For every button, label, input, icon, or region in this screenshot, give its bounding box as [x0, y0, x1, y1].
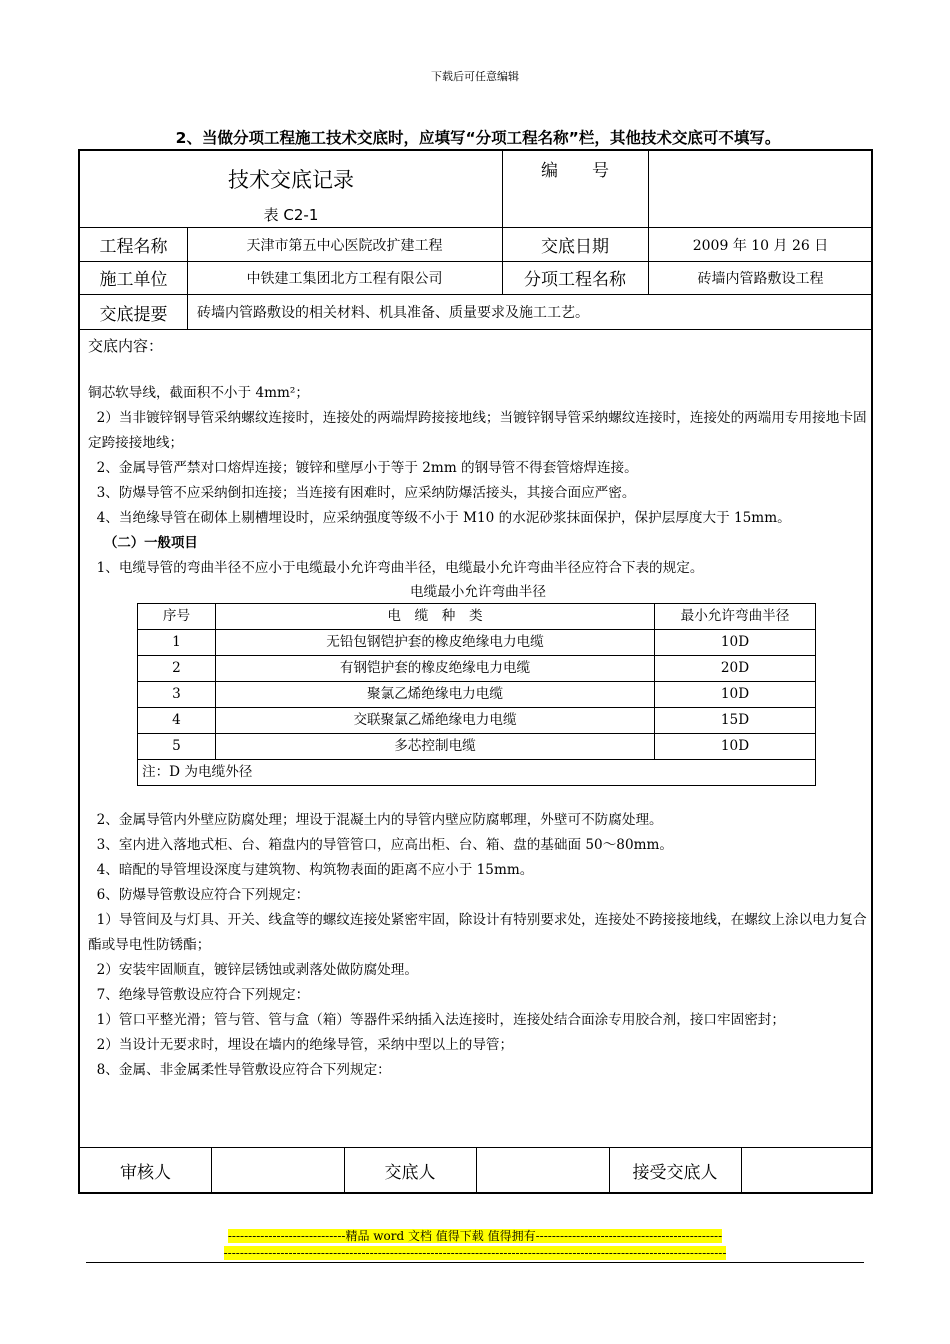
content-paragraph: 2）当设计无要求时，埋设在墙内的绝缘导管，采纳中型以上的导管； [88, 1037, 514, 1053]
table-header: 电 缆 种 类 [216, 604, 655, 630]
top-note: 2、当做分项工程施工技术交底时，应填写“分项工程名称”栏，其他技术交底可不填写。 [175, 129, 781, 147]
table-note: 注：D 为电缆外径 [138, 760, 816, 786]
content-label: 交底内容： [88, 337, 164, 355]
table-cell: 10D [655, 734, 816, 760]
footer-line-2: ---------------------------------------------------------------------------------------------------------------------------- [223, 1246, 727, 1260]
discloser-label: 交底人 [384, 1162, 436, 1183]
footer-rule [86, 1262, 864, 1263]
content-paragraph: 1）管口平整光滑；管与管、管与盒（箱）等器件采纳插入法连接时，连接处结合面涂专用胶合剂，接口牢固密封； [88, 1012, 785, 1028]
table-cell: 无铅包钢铠护套的橡皮绝缘电力电缆 [216, 630, 655, 656]
reviewer-signature-field[interactable] [211, 1148, 344, 1192]
footer-watermark [0, 1228, 950, 1262]
content-paragraph: 6、防爆导管敷设应符合下列规定： [88, 887, 310, 903]
table-header: 最小允许弯曲半径 [655, 604, 816, 630]
date-label: 交底日期 [541, 237, 609, 257]
table-row [138, 656, 816, 682]
content-paragraph: 3、防爆导管不应采纳倒扣连接；当连接有困难时，应采纳防爆活接头，其接合面应严密。 [88, 485, 636, 501]
reviewer-label: 审核人 [120, 1162, 171, 1183]
table-cell: 交联聚氯乙烯绝缘电力电缆 [216, 708, 655, 734]
content-paragraph: 2）当非镀锌钢导管采纳螺纹连接时，连接处的两端焊跨接接地线；当镀锌钢导管采纳螺纹连接时，连接处的两端用专用接地卡固定跨接接地线； [88, 410, 867, 451]
sub-project-value: 砖墙内管路敷设工程 [697, 270, 824, 287]
table-cell: 聚氯乙烯绝缘电力电缆 [216, 682, 655, 708]
form-title: 技术交底记录 [228, 168, 354, 192]
form-number: 表 C2-1 [263, 205, 319, 224]
date-value: 2009 年 10 月 26 日 [692, 237, 829, 254]
table-cell: 3 [138, 682, 216, 708]
table-note-row [138, 760, 816, 786]
content-paragraph: 3、室内进入落地式柜、台、箱盘内的导管管口，应高出柜、台、箱、盘的基础面 50～80mm。 [88, 837, 673, 853]
content-paragraph: 铜芯软导线，截面积不小于 4mm²； [88, 385, 309, 401]
disclosure-form [78, 149, 873, 1194]
content-paragraph: 7、绝缘导管敷设应符合下列规定： [88, 987, 310, 1003]
table-cell: 多芯控制电缆 [216, 734, 655, 760]
header-note: 下载后可任意编辑 [431, 70, 519, 83]
sub-project-label: 分项工程名称 [524, 270, 626, 290]
content-paragraph: 1）导管间及与灯具、开关、线盒等的螺纹连接处紧密牢固，除设计有特别要求处，连接处不跨接接地线，在螺纹上涂以电力复合酯或导电性防锈酯； [88, 912, 867, 953]
table-row [138, 734, 816, 760]
table-cell: 2 [138, 656, 216, 682]
summary-label: 交底提要 [99, 304, 168, 325]
table-cell: 10D [655, 682, 816, 708]
row-divider [80, 329, 871, 330]
unit-value: 中铁建工集团北方工程有限公司 [246, 270, 443, 287]
table-cell: 5 [138, 734, 216, 760]
footer-line-1: -----------------------------精品 word 文档 值得下载 值得拥有---------------------------------------------- [227, 1229, 723, 1243]
number-label: 编 号 [541, 160, 609, 181]
table-cell: 1 [138, 630, 216, 656]
table-row [138, 630, 816, 656]
section-heading: （二）一般项目 [104, 536, 198, 551]
content-paragraph: 2）安装牢固顺直，镀锌层锈蚀或剥落处做防腐处理。 [88, 962, 418, 978]
content-paragraph: 4、暗配的导管埋设深度与建筑物、构筑物表面的距离不应小于 15mm。 [88, 862, 534, 878]
discloser-signature-field[interactable] [476, 1148, 609, 1192]
table-row [138, 708, 816, 734]
content-paragraph: 1、电缆导管的弯曲半径不应小于电缆最小允许弯曲半径，电缆最小允许弯曲半径应符合下表的规定。 [88, 560, 704, 576]
table-cell: 15D [655, 708, 816, 734]
receiver-label: 接受交底人 [632, 1162, 718, 1183]
table-cell: 20D [655, 656, 816, 682]
number-value[interactable] [648, 151, 873, 227]
content-paragraph: 8、金属、非金属柔性导管敷设应符合下列规定： [88, 1062, 391, 1078]
table-cell: 4 [138, 708, 216, 734]
table-header-row [138, 604, 816, 630]
table-caption: 电缆最小允许弯曲半径 [410, 584, 546, 600]
receiver-signature-field[interactable] [741, 1148, 873, 1192]
unit-label: 施工单位 [99, 270, 168, 290]
content-paragraph: 2、金属导管严禁对口熔焊连接；镀锌和壁厚小于等于 2mm 的钢导管不得套管熔焊连接。 [88, 460, 638, 476]
table-row [138, 682, 816, 708]
content-paragraph: 4、当绝缘导管在砌体上剔槽埋设时，应采纳强度等级不小于 M10 的水泥砂浆抹面保护，保护层厚度大于 15mm。 [88, 510, 791, 526]
project-name-value: 天津市第五中心医院改扩建工程 [246, 237, 443, 254]
table-header: 序号 [138, 604, 216, 630]
content-paragraph: 2、金属导管内外壁应防腐处理；埋设于混凝土内的导管内壁应防腐郫理，外壁可不防腐处理。 [88, 812, 663, 828]
summary-value: 砖墙内管路敷设的相关材料、机具准备、质量要求及施工工艺。 [197, 305, 589, 321]
table-cell: 有钢铠护套的橡皮绝缘电力电缆 [216, 656, 655, 682]
disclosure-content [88, 333, 868, 1083]
project-name-label: 工程名称 [99, 237, 168, 257]
cable-bending-table [137, 603, 816, 786]
table-cell: 10D [655, 630, 816, 656]
